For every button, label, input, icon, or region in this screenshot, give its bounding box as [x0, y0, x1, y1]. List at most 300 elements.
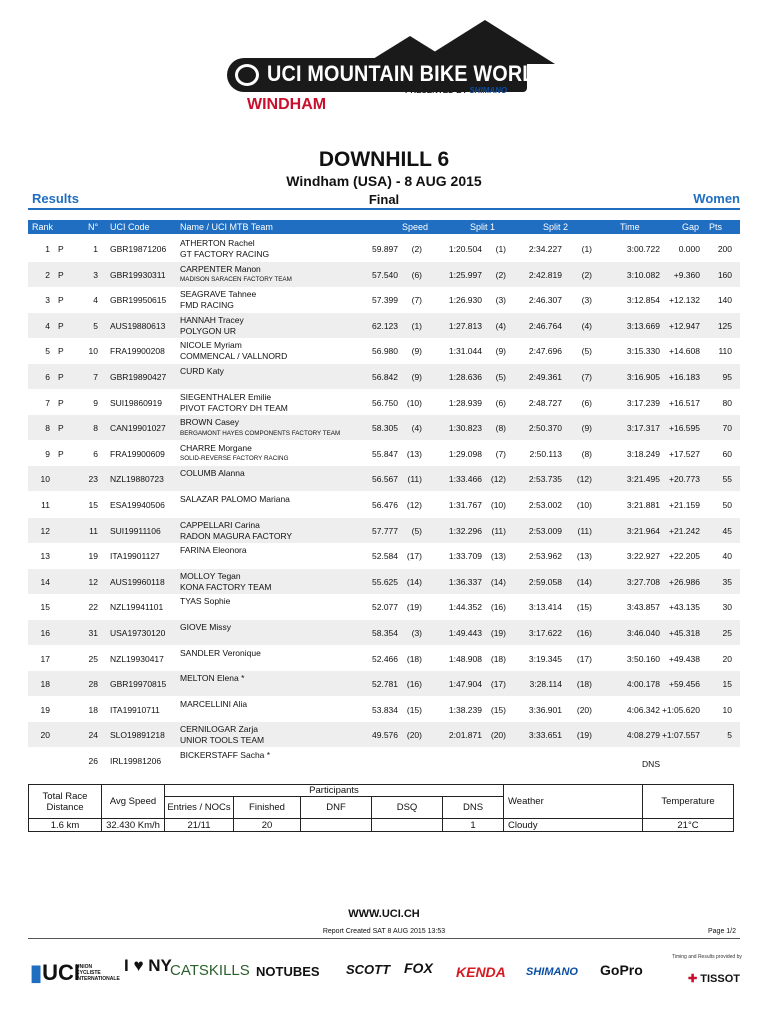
uci-code: FRA19900208 [110, 346, 165, 357]
sponsor-tissot-logo: ✚ TISSOT [688, 973, 741, 985]
gap: 0.000 [678, 244, 700, 254]
speed: 58.354 [372, 628, 398, 638]
finish-time: 3:17.239 [626, 397, 660, 408]
summary-avg-speed-header: Avg Speed [102, 785, 165, 819]
bib: 18 [88, 704, 98, 715]
points: 160 [717, 269, 732, 280]
speed-rank: (14) [406, 576, 422, 587]
summary-dsq-value [372, 819, 443, 832]
page-number: Page 1/2 [708, 928, 737, 935]
bib: 12 [88, 576, 98, 587]
team-name: FMD RACING [180, 300, 234, 311]
finish-time: 4:00.178 [626, 679, 660, 690]
uci-code: AUS19880613 [110, 320, 166, 331]
team-name: GT FACTORY RACING [180, 249, 270, 259]
split1-rank: (11) [491, 525, 506, 536]
rank: 6 [45, 372, 50, 382]
bib: 10 [88, 346, 98, 357]
bib: 28 [88, 679, 98, 690]
event-logo [215, 18, 598, 118]
split1-rank: (4) [495, 320, 506, 331]
bib: 5 [93, 320, 98, 331]
sponsor-shimano-logo: SHIMANO [526, 966, 578, 978]
finish-time: 3:15.330 [626, 346, 660, 357]
rank: 4 [45, 320, 50, 331]
rider-name: GIOVE Missy [180, 622, 232, 632]
uci-code: ITA19901127 [110, 551, 160, 562]
split1-time: 1:33.709 [448, 551, 482, 562]
split2-rank: (18) [576, 679, 592, 690]
sponsor-uci-logo: ▮UCI [30, 960, 80, 985]
split2-rank: (6) [581, 397, 592, 408]
finish-time: 3:27.708 [626, 576, 660, 587]
bib: 15 [88, 500, 98, 510]
gap: +16.183 [669, 372, 700, 382]
speed: 52.077 [372, 602, 398, 613]
finish-time: 3:43.857 [626, 602, 660, 613]
speed-rank: (13) [406, 448, 422, 459]
sponsor-catskills-logo: CATSKILLS [170, 962, 250, 979]
table-row [28, 441, 740, 466]
finish-time: 3:21.495 [626, 474, 660, 485]
summary-dns-header: DNS [443, 797, 504, 819]
uci-code: ESA19940506 [110, 500, 165, 510]
split1-time: 1:36.337 [448, 576, 482, 587]
table-row [28, 390, 740, 415]
bib: 26 [88, 756, 98, 766]
speed-rank: (17) [406, 551, 422, 562]
speed-rank: (2) [411, 244, 422, 254]
uci-code: GBR19890427 [110, 372, 167, 382]
split2-time: 2:48.727 [528, 397, 562, 408]
rank-p: P [58, 423, 64, 434]
bib: 31 [88, 628, 98, 638]
finish-time: 3:16.905 [626, 372, 660, 382]
uci-code: GBR19871206 [110, 244, 167, 254]
uci-code: CAN19901027 [110, 423, 166, 434]
rider-name: FARINA Eleonora [180, 545, 247, 556]
table-row [28, 466, 740, 491]
event-subtitle: Windham (USA) - 8 AUG 2015 [286, 173, 482, 189]
split2-rank: (13) [576, 551, 592, 562]
col-bib: N° [88, 222, 99, 232]
summary-participants-header: Participants [165, 785, 504, 797]
split2-rank: (14) [576, 576, 592, 587]
split1-rank: (5) [495, 372, 506, 382]
split1-rank: (10) [490, 500, 506, 510]
rider-name: COLUMB Alanna [180, 468, 245, 479]
rider-name: CERNILOGAR Zarja [180, 724, 258, 735]
split1-rank: (1) [495, 244, 506, 254]
table-row [28, 646, 740, 671]
split2-rank: (8) [581, 448, 592, 459]
speed: 52.584 [372, 551, 398, 562]
team-name: BERGAMONT HAYES COMPONENTS FACTORY TEAM [180, 429, 341, 437]
col-rank: Rank [32, 222, 54, 232]
finish-time: 4:06.342 [626, 704, 660, 715]
points: 45 [722, 525, 732, 536]
points: 50 [722, 500, 732, 510]
summary-dnf-header: DNF [301, 797, 372, 819]
points: 5 [727, 730, 732, 741]
rider-name: ATHERTON Rachel [180, 238, 255, 248]
points: 70 [722, 423, 732, 434]
table-row [28, 671, 740, 696]
bib: 22 [88, 602, 98, 613]
bib: 8 [93, 423, 98, 434]
rank: 8 [45, 423, 50, 434]
speed-rank: (9) [411, 372, 422, 382]
table-row [28, 620, 740, 645]
team-name: UNIOR TOOLS TEAM [180, 735, 265, 746]
gap: +20.773 [669, 474, 700, 485]
split2-rank: (16) [576, 628, 592, 638]
rider-name: SIEGENTHALER Emilie [180, 391, 272, 402]
split2-rank: (17) [576, 653, 592, 664]
rank: 7 [45, 397, 50, 408]
rank: 19 [40, 704, 50, 715]
summary-temperature-header: Temperature [643, 785, 734, 819]
rider-name: HANNAH Tracey [180, 314, 244, 325]
points: 20 [722, 653, 732, 664]
rider-name: MARCELLINI Alia [180, 698, 248, 709]
finish-time: 3:13.669 [626, 320, 660, 331]
split1-rank: (14) [490, 576, 506, 587]
rank: 20 [40, 730, 50, 741]
speed: 53.834 [372, 704, 398, 715]
speed-rank: (19) [406, 602, 422, 613]
speed-rank: (12) [406, 500, 422, 510]
finish-time: 3:10.082 [626, 269, 660, 280]
rider-name: BROWN Casey [180, 417, 240, 428]
gap: +1:05.620 [661, 704, 700, 715]
uci-code: SUI19860919 [110, 397, 162, 408]
split2-time: 2:46.307 [528, 295, 562, 306]
gap: +16.517 [669, 397, 700, 408]
rank-p: P [58, 269, 64, 280]
gap: +21.242 [669, 525, 700, 536]
team-name: MADISON SARACEN FACTORY TEAM [180, 276, 292, 284]
split1-time: 1:32.296 [448, 525, 482, 536]
rank: 9 [45, 448, 50, 459]
col-pts: Pts [709, 222, 723, 232]
split1-time: 1:44.352 [448, 602, 482, 613]
rider-name: CARPENTER Manon [180, 263, 261, 274]
table-row [28, 364, 740, 389]
points: 10 [722, 704, 732, 715]
table-row [28, 287, 740, 312]
speed: 49.576 [372, 730, 398, 741]
rider-name: SEAGRAVE Tahnee [180, 289, 257, 300]
speed: 56.476 [372, 500, 398, 510]
uci-code: IRL19981206 [110, 756, 162, 766]
split2-time: 3:33.651 [528, 730, 562, 741]
table-row [28, 722, 740, 747]
speed: 56.980 [372, 346, 398, 357]
rank-p: P [58, 320, 64, 331]
rank: 15 [40, 602, 50, 613]
speed: 57.777 [372, 525, 398, 536]
split1-time: 1:49.443 [448, 628, 482, 638]
rider-name: NICOLE Myriam [180, 340, 242, 351]
table-row [28, 236, 740, 261]
speed-rank: (10) [406, 397, 422, 408]
team-name: RADON MAGURA FACTORY [180, 530, 293, 541]
bib: 3 [93, 269, 98, 280]
split1-time: 1:28.636 [448, 372, 482, 382]
speed-rank: (9) [411, 346, 422, 357]
header-divider [28, 208, 740, 210]
rank: 16 [40, 628, 50, 638]
finish-time: 3:50.160 [626, 653, 660, 664]
col-split2: Split 2 [543, 222, 569, 232]
gap: +16.595 [669, 423, 700, 434]
gap: +45.318 [669, 628, 700, 638]
col-speed: Speed [402, 222, 429, 232]
table-row [28, 543, 740, 568]
rider-name: SANDLER Veronique [180, 647, 261, 658]
summary-entries-header: Entries / NOCs [165, 797, 234, 819]
split1-time: 1:30.823 [448, 423, 482, 434]
split1-rank: (12) [490, 474, 506, 485]
gap: +22.205 [669, 551, 700, 562]
speed: 57.399 [372, 295, 398, 306]
split2-time: 3:13.414 [528, 602, 562, 613]
split2-time: 2:49.361 [528, 372, 562, 382]
split2-rank: (3) [581, 295, 592, 306]
uci-code: AUS19960118 [110, 576, 165, 587]
summary-temperature-value: 21°C [643, 819, 734, 832]
uci-emblem-icon [235, 64, 259, 86]
summary-avg-speed-value: 32.430 Km/h [102, 819, 165, 832]
table-row [28, 262, 740, 287]
rank: 10 [40, 474, 50, 485]
split1-time: 1:38.239 [448, 704, 482, 715]
gap: +1:07.557 [661, 730, 700, 741]
bib: 4 [93, 295, 98, 306]
split1-rank: (15) [490, 704, 506, 715]
points: 80 [722, 397, 732, 408]
summary-dsq-header: DSQ [372, 797, 443, 819]
split1-time: 1:47.904 [448, 679, 482, 690]
points: 140 [717, 295, 732, 306]
points: 200 [717, 244, 732, 254]
col-time: Time [620, 222, 640, 232]
speed: 62.123 [372, 320, 398, 331]
speed-rank: (18) [406, 653, 422, 664]
gap: +59.456 [669, 679, 700, 690]
bib: 6 [93, 448, 98, 459]
finish-time: 3:18.249 [626, 448, 660, 459]
footer-url[interactable]: WWW.UCI.CH [348, 908, 420, 920]
gap: +17.527 [669, 448, 700, 459]
speed: 58.305 [372, 423, 398, 434]
speed-rank: (11) [407, 474, 422, 485]
points: 125 [717, 320, 732, 331]
rank-p: P [58, 346, 64, 357]
col-gap: Gap [682, 222, 700, 232]
rank: 1 [45, 244, 50, 254]
finish-time: 3:21.964 [626, 525, 660, 536]
finish-time: 3:00.722 [626, 244, 660, 254]
split1-rank: (3) [495, 295, 506, 306]
rider-name: SALAZAR PALOMO Mariana [180, 494, 290, 504]
speed: 52.466 [372, 653, 398, 664]
split1-rank: (7) [495, 448, 506, 459]
split1-time: 1:28.939 [448, 397, 482, 408]
table-row [28, 569, 740, 594]
rider-name: BICKERSTAFF Sacha * [180, 750, 271, 760]
speed-rank: (15) [406, 704, 422, 715]
summary-finished-header: Finished [234, 797, 301, 819]
rider-name: CAPPELLARI Carina [180, 519, 260, 530]
team-name: POLYGON UR [180, 325, 237, 336]
split2-time: 3:36.901 [528, 704, 562, 715]
split1-rank: (2) [495, 269, 506, 280]
split2-time: 2:42.819 [528, 269, 562, 280]
split2-time: 2:53.009 [528, 525, 562, 536]
logo-city: WINDHAM [247, 96, 327, 113]
sponsor-iloveny-logo: I ♥ NY [124, 956, 172, 975]
bib: 25 [88, 653, 98, 664]
speed-rank: (3) [411, 628, 422, 638]
split2-time: 2:53.735 [528, 474, 562, 485]
split2-time: 2:50.113 [529, 448, 562, 459]
speed: 52.781 [372, 679, 398, 690]
split1-rank: (20) [490, 730, 506, 741]
summary-weather-header: Weather [504, 785, 643, 819]
speed: 56.842 [372, 372, 398, 382]
footer-divider [28, 938, 740, 939]
split1-rank: (6) [495, 397, 506, 408]
split2-rank: (9) [581, 423, 592, 434]
rank: 17 [40, 653, 50, 664]
split2-time: 2:59.058 [528, 576, 562, 587]
page-title: DOWNHILL 6 [318, 148, 450, 171]
points: 60 [722, 448, 732, 459]
col-uci-code: UCI Code [110, 222, 150, 232]
sponsor-notubes-logo: NOTUBES [256, 964, 320, 979]
uci-code: SUI19911106 [110, 525, 161, 536]
split2-rank: (15) [576, 602, 592, 613]
results-table-header [28, 220, 740, 234]
summary-distance-value: 1.6 km [29, 819, 102, 832]
table-row [28, 338, 740, 363]
split1-time: 1:25.997 [448, 269, 482, 280]
speed-rank: (6) [411, 269, 422, 280]
split1-rank: (16) [490, 602, 506, 613]
points: 30 [722, 602, 732, 613]
split2-rank: (1) [581, 244, 592, 254]
uci-code: NZL19930417 [110, 653, 164, 664]
uci-code: ITA19910711 [110, 704, 160, 715]
rider-name: MOLLOY Tegan [180, 570, 241, 581]
rank-p: P [58, 448, 64, 459]
uci-code: FRA19900609 [110, 448, 165, 459]
points: 95 [722, 372, 732, 382]
finish-time: 3:12.854 [626, 295, 660, 306]
split2-rank: (4) [581, 320, 592, 331]
split1-time: 1:20.504 [448, 244, 482, 254]
uci-code: GBR19970815 [110, 679, 167, 690]
split1-time: 1:29.098 [448, 448, 482, 459]
split2-rank: (5) [581, 346, 592, 357]
table-row [28, 518, 740, 543]
uci-code: NZL19880723 [110, 474, 164, 485]
summary-finished-value: 20 [234, 819, 301, 832]
gap: +43.135 [669, 602, 700, 613]
rank: 11 [41, 500, 50, 510]
split2-time: 2:47.696 [528, 346, 562, 357]
split2-rank: (7) [581, 372, 592, 382]
gap: +49.438 [669, 653, 700, 664]
split1-rank: (19) [490, 628, 506, 638]
split2-time: 3:19.345 [528, 653, 562, 664]
finish-time: DNS [642, 759, 660, 769]
summary-distance-header: Total Race Distance [29, 785, 102, 819]
split1-time: 1:48.908 [448, 653, 482, 664]
gap: +9.360 [673, 269, 700, 280]
split1-time: 2:01.871 [448, 730, 482, 741]
speed-rank: (5) [411, 525, 422, 536]
speed: 59.897 [372, 244, 398, 254]
speed-rank: (1) [411, 320, 422, 331]
split2-time: 2:53.002 [528, 500, 562, 510]
split1-time: 1:31.767 [448, 500, 482, 510]
sponsor-gopro-logo: GoPro [600, 962, 643, 978]
points: 15 [722, 679, 732, 690]
split2-rank: (11) [577, 525, 592, 536]
rank: 14 [40, 576, 50, 587]
logo-title: UCI MOUNTAIN BIKE WORLD CUP [267, 61, 598, 86]
finish-time: 3:46.040 [626, 628, 660, 638]
rank: 12 [40, 525, 50, 536]
bib: 9 [93, 397, 98, 408]
rank-p: P [58, 372, 64, 382]
points: 55 [722, 474, 732, 485]
bib: 19 [88, 551, 98, 562]
table-row [28, 492, 740, 517]
split2-time: 2:34.227 [528, 244, 562, 254]
speed: 56.750 [372, 397, 398, 408]
results-label: Results [32, 191, 79, 206]
points: 110 [718, 346, 732, 357]
rider-name: TYAS Sophie [180, 596, 231, 607]
split2-rank: (20) [576, 704, 592, 715]
gap: +12.132 [669, 295, 700, 306]
gap: +14.608 [669, 346, 700, 357]
timing-note: Timing and Results provided by [672, 954, 742, 960]
rank-p: P [58, 397, 64, 408]
table-row [28, 697, 740, 722]
rank: 3 [45, 295, 50, 306]
rank: 5 [45, 346, 50, 357]
split1-time: 1:26.930 [448, 295, 482, 306]
rank: 2 [45, 269, 50, 280]
summary-entries-value: 21/11 [165, 819, 234, 832]
rider-name: MELTON Elena * [180, 673, 245, 684]
split2-rank: (2) [581, 269, 592, 280]
split1-rank: (9) [495, 346, 506, 357]
uci-subtitle: UNION CYCLISTE INTERNATIONALE [76, 964, 120, 982]
summary-dnf-value [301, 819, 372, 832]
rank: 18 [40, 679, 50, 690]
logo-presented-by: PRESENTED BY SHIMANO [405, 86, 508, 95]
split1-rank: (13) [490, 551, 506, 562]
bib: 23 [88, 474, 98, 485]
table-row [28, 313, 740, 338]
split1-time: 1:31.044 [448, 346, 482, 357]
